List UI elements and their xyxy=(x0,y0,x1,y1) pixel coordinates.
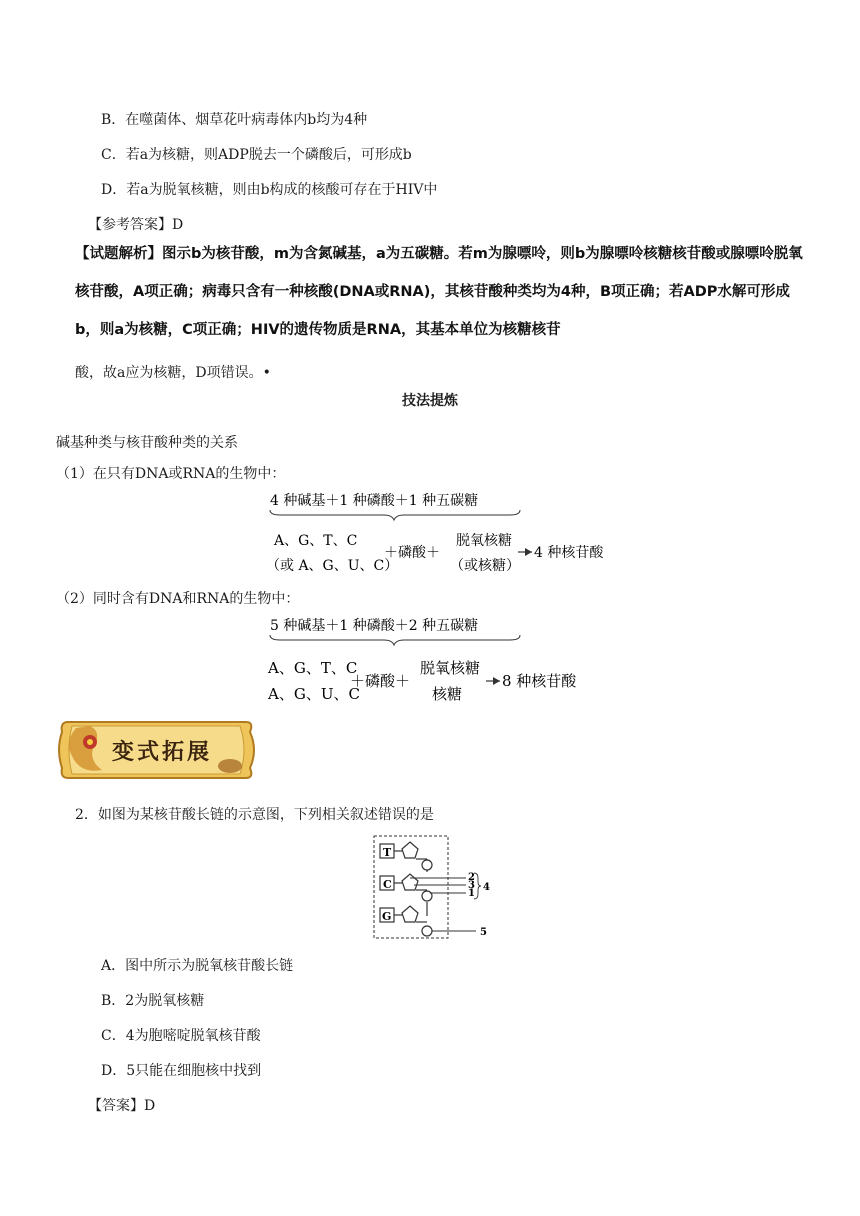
formula1-result: 4 种核苷酸 xyxy=(534,545,604,561)
formula2-phosphate: ＋磷酸＋ xyxy=(350,672,411,690)
option-b: B．在噬菌体、烟草花叶病毒体内b均为4种 xyxy=(101,112,368,128)
banner-ornament-right xyxy=(218,759,242,773)
analysis-tail: 酸，故a应为核糖，D项错误。• xyxy=(75,365,271,381)
flower-center-icon xyxy=(87,739,93,745)
base-g-label: G xyxy=(382,910,392,923)
pentose-icon xyxy=(402,906,418,922)
formula1-sugar-1: 脱氧核糖 xyxy=(456,533,512,549)
label-5: 5 xyxy=(480,927,487,938)
formula2-top: 5 种碱基＋1 种磷酸＋2 种五碳糖 xyxy=(270,618,479,634)
formula2-sugar-2: 核糖 xyxy=(432,685,463,703)
formula-case2 xyxy=(260,613,630,709)
q2-option-d: D．5只能在细胞核中找到 xyxy=(101,1063,262,1079)
formula1-top: 4 种碱基＋1 种磷酸＋1 种五碳糖 xyxy=(270,493,479,509)
q2-option-c: C．4为胞嘧啶脱氧核苷酸 xyxy=(101,1028,261,1044)
formula1-arrowhead xyxy=(525,548,532,556)
q2-option-a: A．图中所示为脱氧核苷酸长链 xyxy=(101,958,294,974)
reference-answer: 【参考答案】D xyxy=(88,217,184,233)
phosphate-icon xyxy=(422,860,432,870)
q2-option-b: B．2为脱氧核糖 xyxy=(101,993,205,1009)
analysis-paragraph xyxy=(75,235,803,349)
nucleotide-chain-figure xyxy=(370,834,500,946)
pentose-icon xyxy=(402,842,418,858)
formula1-sugar-2: （或核糖） xyxy=(450,558,520,574)
banner-title: 变式拓展 xyxy=(112,739,213,765)
formula2-sugar-1: 脱氧核糖 xyxy=(420,659,481,677)
option-d: D．若a为脱氧核糖，则由b构成的核酸可存在于HIV中 xyxy=(101,182,438,198)
label-2: 2 xyxy=(468,872,475,883)
formula2-result: 8 种核苷酸 xyxy=(502,672,577,690)
formula2-arrowhead xyxy=(493,677,500,685)
formula1-bases-2: （或 A、G、U、C） xyxy=(266,558,399,574)
label-3: 3 xyxy=(468,880,475,891)
tips-heading: 技法提炼 xyxy=(402,393,458,409)
phosphate-icon xyxy=(422,926,432,936)
base-t-label: T xyxy=(383,846,392,859)
formula2-brace xyxy=(270,635,520,645)
formula2-bases-1: A、G、T、C xyxy=(268,659,358,677)
pentose-icon xyxy=(402,874,418,890)
case2-label: （2）同时含有DNA和RNA的生物中： xyxy=(56,591,300,607)
phosphate-icon xyxy=(422,891,432,901)
analysis-text: 图示b为核苷酸，m为含氮碱基，a为五碳糖。若m为腺嘌呤，则b为腺嘌呤核糖核苷酸或腺嘌呤脱氧核苷酸，A项正确；病毒只含有一种核酸(DNA或RNA)，其核苷酸种类均为4种，B项正确；若ADP水解可形成b，则a为核糖，C项正确；HIV的遗传物质是RNA，其基本单位为核糖核苷 xyxy=(75,246,803,338)
case1-label: （1）在只有DNA或RNA的生物中： xyxy=(56,466,286,482)
analysis-label: 【试题解析】 xyxy=(75,246,162,262)
label-4-brace xyxy=(474,873,481,899)
base-c-label: C xyxy=(383,878,392,891)
option-c: C．若a为核糖，则ADP脱去一个磷酸后，可形成b xyxy=(101,147,412,163)
label-1: 1 xyxy=(468,888,475,899)
formula2-bases-2: A、G、U、C xyxy=(268,685,360,703)
q2-answer: 【答案】D xyxy=(88,1098,156,1114)
formula1-bases-1: A、G、T、C xyxy=(274,533,358,549)
formula-case1 xyxy=(260,488,630,580)
variant-expansion-banner xyxy=(50,712,262,788)
formula1-phosphate: ＋磷酸＋ xyxy=(384,545,440,561)
label-4: 4 xyxy=(483,882,490,893)
question2-stem: 2．如图为某核苷酸长链的示意图，下列相关叙述错误的是 xyxy=(75,807,434,823)
formula1-brace xyxy=(270,510,520,520)
tips-intro: 碱基种类与核苷酸种类的关系 xyxy=(56,435,238,451)
